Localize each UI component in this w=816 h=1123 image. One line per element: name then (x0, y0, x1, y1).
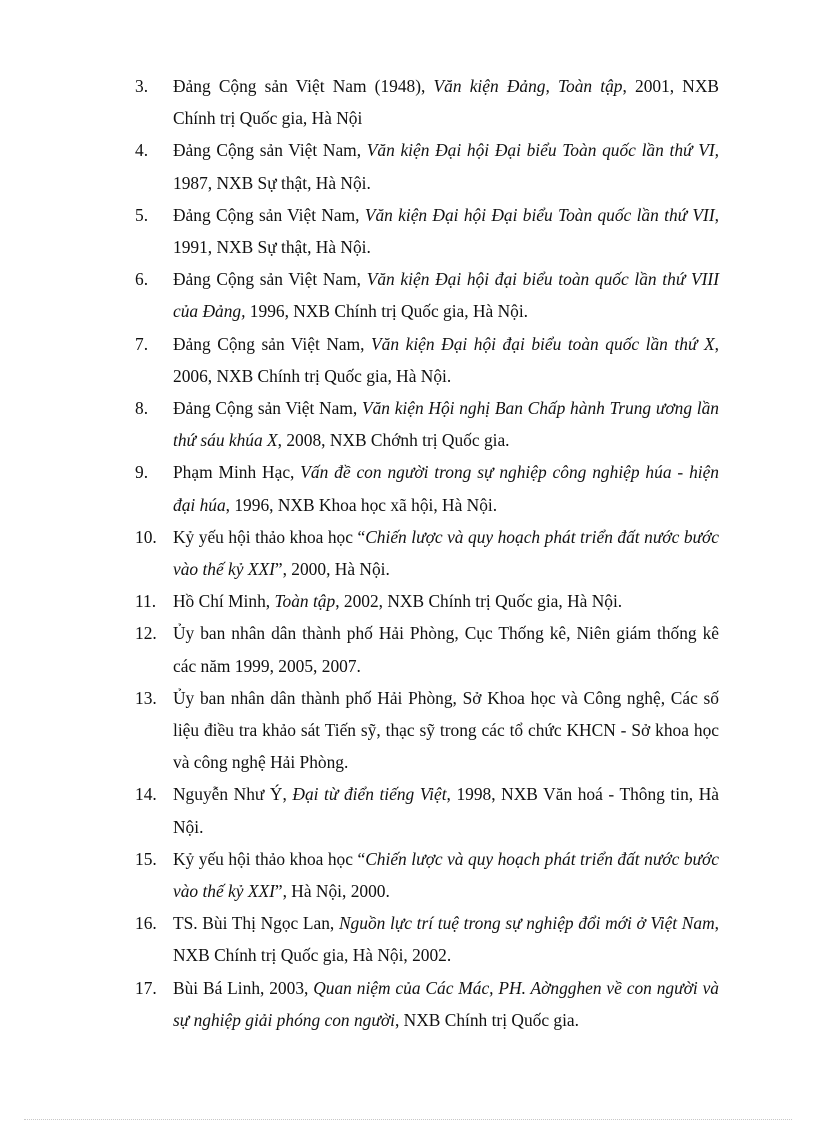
reference-detail: Ủy ban nhân dân thành phố Hải Phòng, Sở Khoa học và Công nghệ, Các số liệu điều tra khảo sát Tiến sỹ, thạc sỹ trong các tổ chức KHCN - Sở khoa học và công nghệ Hải Phòng. (173, 687, 719, 773)
reference-detail: Đảng Cộng sản Việt Nam, (173, 333, 372, 354)
reference-detail: Đảng Cộng sản Việt Nam, (173, 269, 367, 290)
reference-detail: TS. Bùi Thị Ngọc Lan, (173, 913, 339, 934)
reference-detail: , 1991, NXB Sự thật, Hà Nội. (173, 204, 719, 258)
reference-number: 13. (135, 687, 157, 708)
reference-text (173, 913, 719, 965)
reference-text (173, 978, 719, 1030)
reference-detail: 1987, NXB Sự thật, Hà Nội. (173, 172, 371, 193)
reference-detail: Đảng Cộng sản Việt Nam, (173, 398, 362, 419)
reference-number: 7. (135, 333, 149, 354)
reference-title: Quan niệm của Các Mác, PH. Aờngghen về con người và sự nghiệp giải phóng con người (173, 977, 719, 1030)
reference-number: 17. (135, 977, 157, 998)
reference-text (173, 140, 719, 192)
reference-number: 16. (135, 913, 157, 934)
reference-number: 4. (135, 140, 149, 161)
reference-item (135, 521, 719, 585)
reference-text (173, 591, 622, 611)
reference-detail: Đảng Cộng sản Việt Nam (1948), (173, 76, 434, 96)
reference-title: Chiến lược và quy hoạch phát triển đất nước bước vào thế kỷ XXI (173, 848, 719, 902)
page-bottom-rule (24, 1119, 792, 1120)
reference-number: 12. (135, 623, 157, 644)
reference-detail: , NXB Chính trị Quốc gia. (394, 1009, 579, 1030)
reference-detail: , 2008, NXB Chớnh trị Quốc gia. (277, 430, 510, 451)
reference-text (173, 849, 719, 901)
reference-item (135, 972, 719, 1036)
reference-number: 5. (135, 204, 149, 225)
reference-detail: , 2002, NXB Chính trị Quốc gia, Hà Nội. (335, 591, 623, 612)
reference-text (173, 398, 719, 450)
reference-number: 14. (135, 784, 157, 805)
reference-number: 11. (135, 591, 157, 612)
reference-title: Nguồn lực trí tuệ trong sự nghiệp đổi mới ở Việt Nam (338, 913, 715, 934)
reference-text (173, 269, 719, 321)
reference-title: Văn kiện Đảng, Toàn tập (433, 76, 623, 96)
reference-item (135, 263, 719, 327)
reference-item (135, 843, 719, 907)
reference-detail: Đảng Cộng sản Việt Nam, (173, 140, 367, 161)
reference-item (135, 134, 719, 198)
reference-detail: , NXB Chính trị Quốc gia, Hà Nội, 2002. (173, 913, 719, 966)
reference-title: Đại từ điển tiếng Việt (292, 784, 447, 805)
reference-detail: , 1996, NXB Khoa học xã hội, Hà Nội. (225, 494, 498, 515)
reference-title: Văn kiện Đại hội Đại biểu Toàn quốc lần thứ VII (364, 204, 715, 225)
reference-text (173, 527, 719, 579)
reference-number: 8. (135, 398, 149, 419)
reference-item (135, 70, 719, 134)
reference-item (135, 778, 719, 842)
reference-item (135, 328, 719, 392)
reference-number: 3. (135, 76, 149, 96)
reference-item (135, 392, 719, 456)
reference-title: Văn kiện Hội nghị Ban Chấp hành Trung ương lần thứ sáu khúa X (173, 398, 719, 451)
reference-item (135, 585, 719, 617)
reference-number: 9. (135, 462, 149, 483)
reference-number: 6. (135, 269, 149, 290)
reference-title: Văn kiện Đại hội đại biểu toàn quốc lần thứ X (371, 333, 715, 354)
reference-detail: ”, Hà Nội, 2000. (274, 881, 390, 902)
reference-text (173, 462, 719, 514)
reference-detail: Đảng Cộng sản Việt Nam, (173, 204, 365, 225)
reference-number: 10. (135, 526, 157, 547)
reference-text (173, 76, 719, 128)
reference-text (173, 334, 719, 386)
reference-text (173, 784, 719, 836)
reference-detail: Kỷ yếu hội thảo khoa học “ (173, 848, 366, 869)
reference-detail: , 1998, NXB Văn hoá - Thông tin, Hà Nội. (173, 784, 719, 837)
reference-detail: 1996, NXB Chính trị Quốc gia, Hà Nội. (245, 301, 529, 322)
reference-title: Văn kiện Đại hội đại biểu toàn quốc lần thứ VIII của Đảng, (173, 269, 719, 322)
reference-detail: Bùi Bá Linh, 2003, (173, 977, 314, 998)
reference-item (135, 617, 719, 681)
reference-list (135, 70, 719, 1036)
reference-item (135, 907, 719, 971)
reference-detail: , 2006, NXB Chính trị Quốc gia, Hà Nội. (173, 333, 719, 386)
reference-text (173, 623, 719, 675)
reference-item (135, 199, 719, 263)
reference-detail: Ủy ban nhân dân thành phố Hải Phòng, Cục Thống kê, Niên giám thống kê các năm 1999, 2005, 2007. (173, 623, 719, 676)
reference-detail: Phạm Minh Hạc, (173, 462, 301, 483)
reference-title: Chiến lược và quy hoạch phát triển đất nước bước vào thế kỷ XXI (173, 526, 719, 580)
reference-detail: , 2001, NXB Chính trị Quốc gia, Hà Nội (173, 76, 719, 129)
reference-title: Vấn đề con người trong sự nghiệp công nghiệp húa - hiện đại húa (173, 462, 720, 515)
reference-detail: Nguyễn Như Ý, (173, 784, 293, 805)
reference-number: 15. (135, 848, 157, 869)
reference-item (135, 456, 719, 520)
reference-detail: Hồ Chí Minh, (173, 591, 275, 612)
reference-detail: ”, 2000, Hà Nội. (274, 559, 390, 580)
reference-item (135, 682, 719, 779)
reference-title: Văn kiện Đại hội Đại biểu Toàn quốc lần thứ VI, (366, 140, 719, 161)
reference-title: Toàn tập (274, 591, 336, 612)
reference-text (173, 688, 719, 772)
reference-detail: Kỷ yếu hội thảo khoa học “ (173, 526, 366, 547)
reference-text (173, 205, 719, 257)
